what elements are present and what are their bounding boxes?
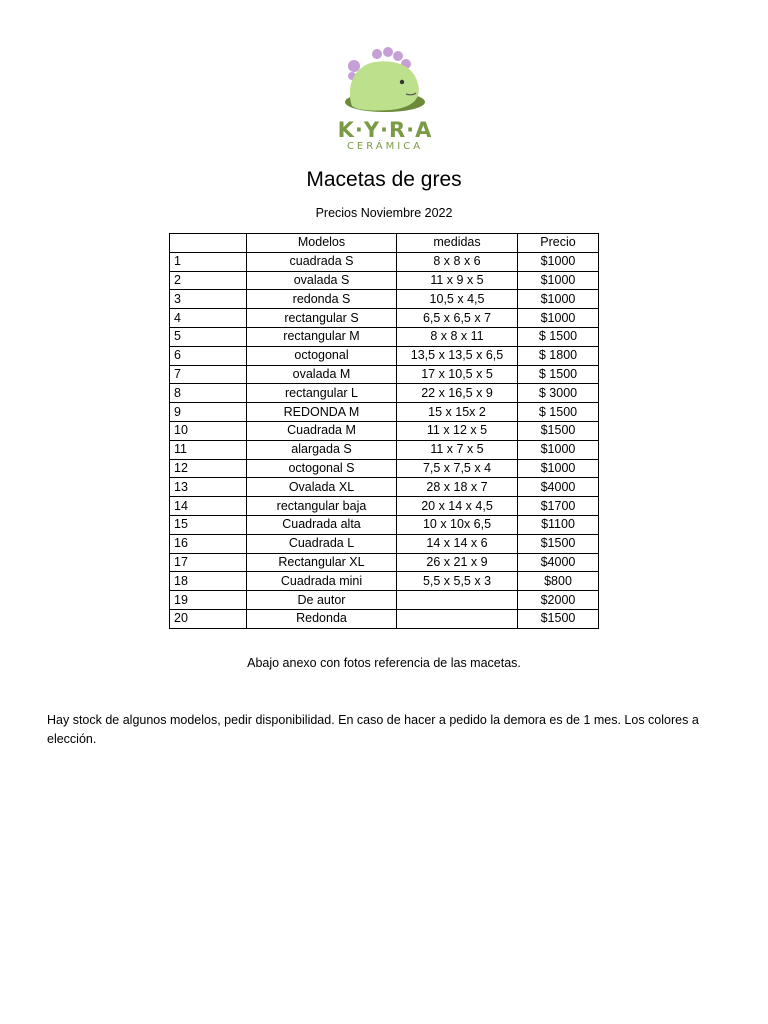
cell-measures: 15 x 15x 2 [397, 403, 518, 422]
table-row [170, 290, 599, 309]
cell-model: octogonal S [247, 459, 397, 478]
cell-number: 20 [170, 609, 247, 628]
table-row [170, 497, 599, 516]
table-row [170, 591, 599, 610]
cell-model: Ovalada XL [247, 478, 397, 497]
price-table [169, 233, 599, 629]
cell-measures: 8 x 8 x 11 [397, 327, 518, 346]
cell-number: 4 [170, 309, 247, 328]
table-row [170, 572, 599, 591]
cell-price: $1100 [518, 515, 599, 534]
cell-measures: 17 x 10,5 x 5 [397, 365, 518, 384]
cell-measures: 13,5 x 13,5 x 6,5 [397, 346, 518, 365]
cell-model: alargada S [247, 440, 397, 459]
table-body [170, 252, 599, 628]
cell-number: 17 [170, 553, 247, 572]
cell-price: $1500 [518, 421, 599, 440]
table-row [170, 421, 599, 440]
cell-model: rectangular S [247, 309, 397, 328]
cell-measures: 20 x 14 x 4,5 [397, 497, 518, 516]
cell-measures: 10 x 10x 6,5 [397, 515, 518, 534]
cell-measures: 14 x 14 x 6 [397, 534, 518, 553]
table-row [170, 309, 599, 328]
cell-number: 12 [170, 459, 247, 478]
cell-measures: 11 x 12 x 5 [397, 421, 518, 440]
table-row [170, 534, 599, 553]
cell-model: redonda S [247, 290, 397, 309]
cell-number: 19 [170, 591, 247, 610]
cell-model: Redonda [247, 609, 397, 628]
table-row [170, 384, 599, 403]
dinosaur-icon [330, 44, 440, 118]
header-price: Precio [518, 234, 599, 253]
table-row [170, 365, 599, 384]
header-number [170, 234, 247, 253]
cell-number: 15 [170, 515, 247, 534]
cell-price: $ 1500 [518, 365, 599, 384]
cell-price: $2000 [518, 591, 599, 610]
cell-model: ovalada M [247, 365, 397, 384]
cell-measures: 5,5 x 5,5 x 3 [397, 572, 518, 591]
cell-price: $800 [518, 572, 599, 591]
brand-name: K·Y·R·A [337, 118, 433, 142]
cell-number: 7 [170, 365, 247, 384]
cell-price: $ 1500 [518, 327, 599, 346]
cell-price: $1700 [518, 497, 599, 516]
cell-measures: 8 x 8 x 6 [397, 252, 518, 271]
table-row [170, 478, 599, 497]
cell-number: 11 [170, 440, 247, 459]
cell-model: REDONDA M [247, 403, 397, 422]
table-row [170, 271, 599, 290]
cell-measures [397, 609, 518, 628]
table-row [170, 459, 599, 478]
cell-measures: 28 x 18 x 7 [397, 478, 518, 497]
cell-measures: 11 x 9 x 5 [397, 271, 518, 290]
cell-number: 9 [170, 403, 247, 422]
cell-number: 3 [170, 290, 247, 309]
cell-number: 1 [170, 252, 247, 271]
cell-price: $4000 [518, 553, 599, 572]
cell-price: $ 1500 [518, 403, 599, 422]
cell-number: 6 [170, 346, 247, 365]
cell-measures: 22 x 16,5 x 9 [397, 384, 518, 403]
page-subtitle: Precios Noviembre 2022 [315, 206, 453, 220]
cell-price: $1000 [518, 271, 599, 290]
cell-measures: 6,5 x 6,5 x 7 [397, 309, 518, 328]
cell-price: $1000 [518, 440, 599, 459]
cell-number: 8 [170, 384, 247, 403]
cell-price: $1000 [518, 290, 599, 309]
photos-note: Abajo anexo con fotos referencia de las macetas. [247, 656, 521, 670]
cell-price: $1000 [518, 309, 599, 328]
cell-price: $ 1800 [518, 346, 599, 365]
brand-subtitle: CERÁMICA [346, 141, 424, 152]
stock-note: Hay stock de algunos modelos, pedir disponibilidad. En caso de hacer a pedido la demora es de 1 mes. Los colores a elección. [47, 713, 699, 746]
table-row [170, 515, 599, 534]
cell-model: octogonal [247, 346, 397, 365]
cell-model: Cuadrada L [247, 534, 397, 553]
cell-model: De autor [247, 591, 397, 610]
cell-measures: 10,5 x 4,5 [397, 290, 518, 309]
cell-number: 18 [170, 572, 247, 591]
cell-model: rectangular M [247, 327, 397, 346]
cell-model: Cuadrada M [247, 421, 397, 440]
table-row [170, 609, 599, 628]
cell-price: $ 3000 [518, 384, 599, 403]
cell-number: 14 [170, 497, 247, 516]
cell-model: cuadrada S [247, 252, 397, 271]
cell-number: 5 [170, 327, 247, 346]
cell-model: Cuadrada alta [247, 515, 397, 534]
cell-price: $4000 [518, 478, 599, 497]
cell-model: Cuadrada mini [247, 572, 397, 591]
cell-price: $1500 [518, 534, 599, 553]
cell-number: 13 [170, 478, 247, 497]
cell-measures: 26 x 21 x 9 [397, 553, 518, 572]
cell-number: 2 [170, 271, 247, 290]
cell-model: Rectangular XL [247, 553, 397, 572]
cell-model: rectangular baja [247, 497, 397, 516]
header-measures: medidas [397, 234, 518, 253]
table-header-row [170, 234, 599, 253]
header-models: Modelos [247, 234, 397, 253]
cell-measures: 11 x 7 x 5 [397, 440, 518, 459]
cell-price: $1000 [518, 252, 599, 271]
cell-measures [397, 591, 518, 610]
cell-measures: 7,5 x 7,5 x 4 [397, 459, 518, 478]
table-row [170, 346, 599, 365]
table-row [170, 403, 599, 422]
cell-price: $1500 [518, 609, 599, 628]
cell-model: rectangular L [247, 384, 397, 403]
cell-model: ovalada S [247, 271, 397, 290]
cell-price: $1000 [518, 459, 599, 478]
table-row [170, 327, 599, 346]
page-title: Macetas de gres [306, 168, 462, 191]
cell-number: 16 [170, 534, 247, 553]
cell-number: 10 [170, 421, 247, 440]
table-row [170, 252, 599, 271]
table-row [170, 553, 599, 572]
table-row [170, 440, 599, 459]
